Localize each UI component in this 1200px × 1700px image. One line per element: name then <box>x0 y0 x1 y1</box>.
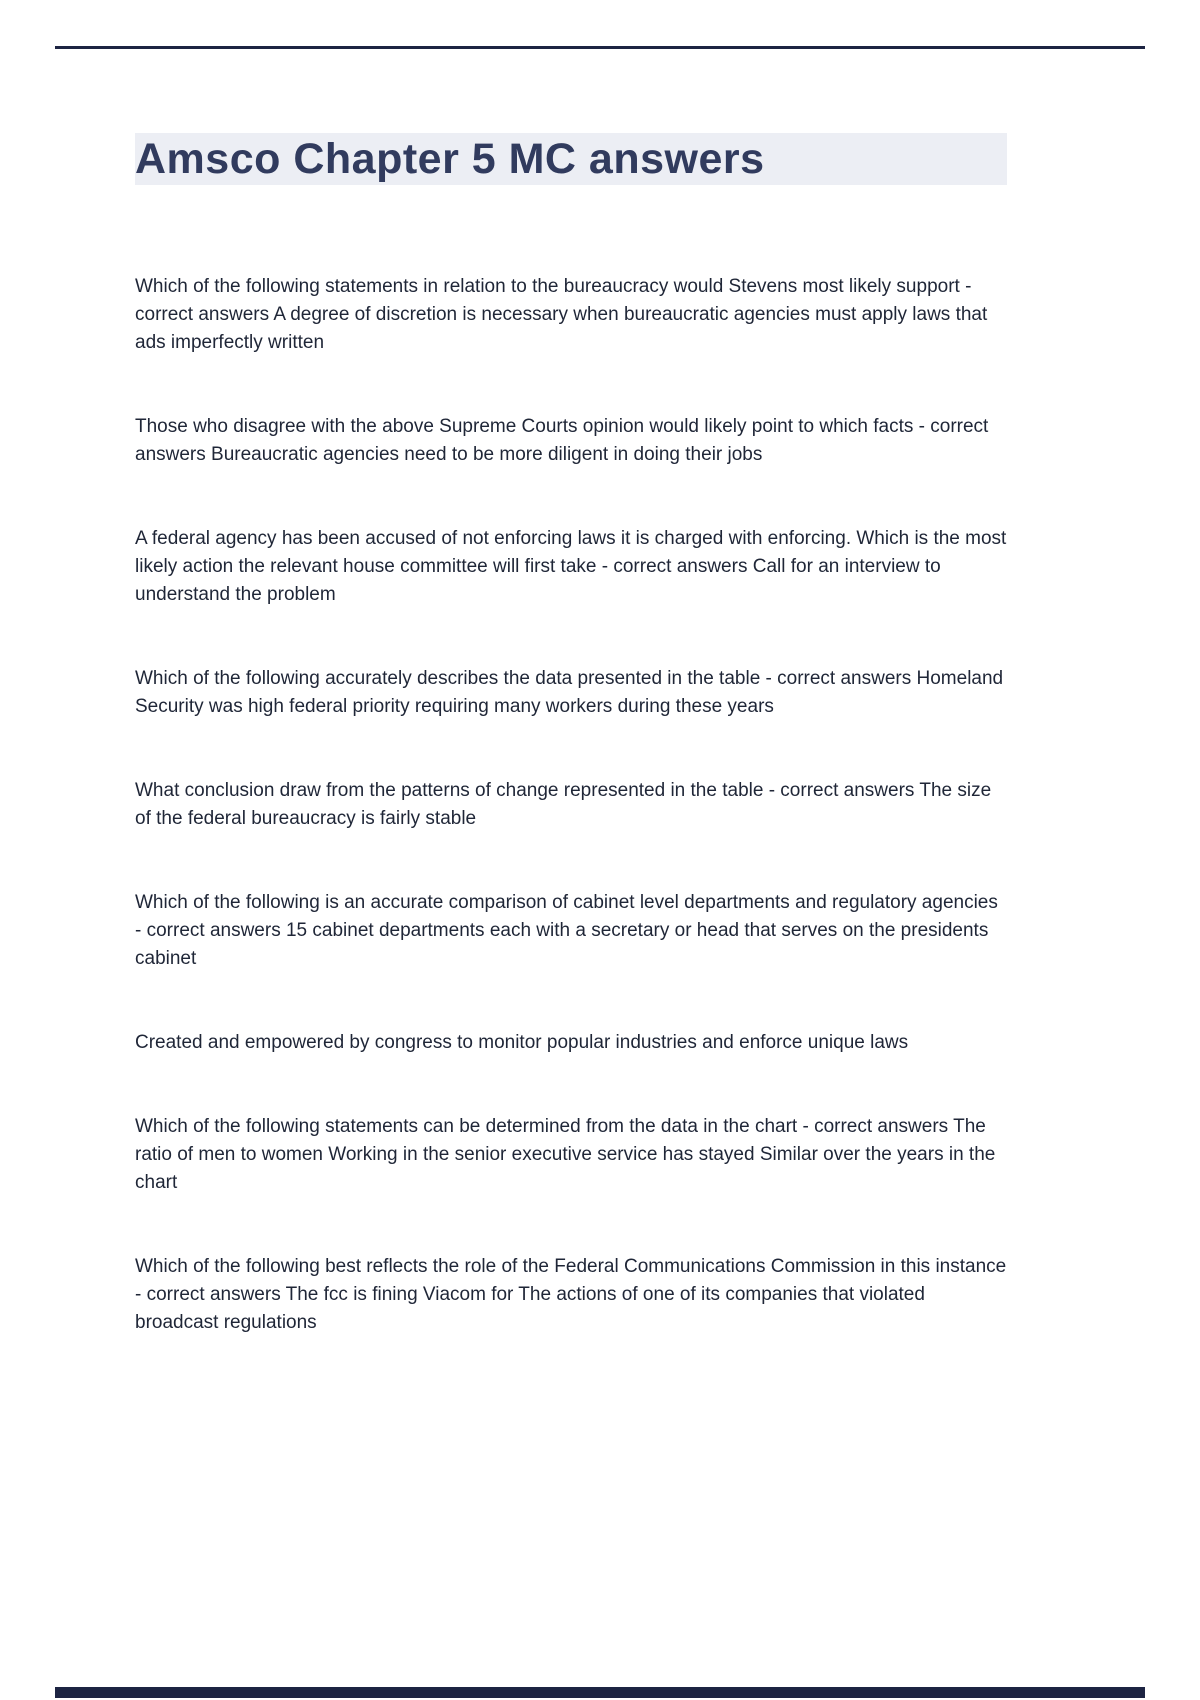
question-answer-paragraph: Created and empowered by congress to monitor popular industries and enforce unique laws <box>135 1032 909 1053</box>
question-answer-paragraph: A federal agency has been accused of not enforcing laws it is charged with enforcing. Which is the most likely action the relevant house committee will first take - correct answers Call for an interview to understand the problem <box>135 528 1007 605</box>
question-answer-paragraph: Which of the following best reflects the role of the Federal Communications Commission in this instance - correct answers The fcc is fining Viacom for The actions of one of its companies that violated broadcast regulations <box>135 1256 1007 1333</box>
document-content <box>135 133 1007 1393</box>
question-answer-paragraph: Those who disagree with the above Supreme Courts opinion would likely point to which facts - correct answers Bureaucratic agencies need to be more diligent in doing their jobs <box>135 416 989 465</box>
question-answer-paragraph: Which of the following statements can be determined from the data in the chart - correct answers The ratio of men to women Working in the senior executive service has stayed Similar over the years in the chart <box>135 1116 996 1193</box>
question-answer-paragraph: Which of the following accurately describes the data presented in the table - correct answers Homeland Security was high federal priority requiring many workers during these years <box>135 668 1004 717</box>
top-rule <box>55 46 1145 49</box>
question-answer-paragraph: What conclusion draw from the patterns of change represented in the table - correct answers The size of the federal bureaucracy is fairly stable <box>135 780 992 829</box>
bottom-rule <box>55 1687 1145 1698</box>
question-answer-paragraph: Which of the following is an accurate comparison of cabinet level departments and regulatory agencies - correct answers 15 cabinet departments each with a secretary or head that serves on the presidents cabinet <box>135 892 998 969</box>
page-title: Amsco Chapter 5 MC answers <box>135 133 1007 185</box>
question-list <box>135 273 1007 1337</box>
question-answer-paragraph: Which of the following statements in relation to the bureaucracy would Stevens most likely support - correct answers A degree of discretion is necessary when bureaucratic agencies must apply laws that ads imperfectly written <box>135 276 988 353</box>
